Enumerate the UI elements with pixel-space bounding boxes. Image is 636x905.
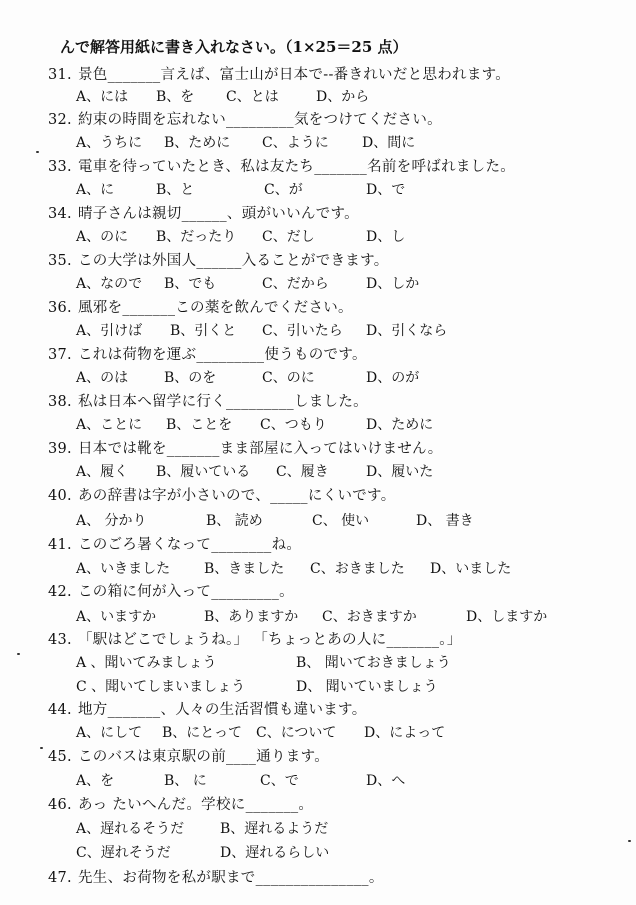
question-text: 地方_______、人々の生活習慣も違います。 bbox=[78, 702, 367, 718]
option-c: C 、聞いてしまいましょう bbox=[76, 679, 246, 695]
question-47 bbox=[48, 866, 384, 887]
question-number: 34. bbox=[48, 206, 72, 222]
question-37 bbox=[48, 343, 367, 364]
question-number: 42. bbox=[48, 584, 72, 600]
question-45 bbox=[48, 745, 329, 766]
option-b: B、ために bbox=[164, 135, 231, 151]
option-c: C、について bbox=[256, 725, 337, 741]
question-36 bbox=[48, 296, 353, 317]
question-number: 37. bbox=[48, 347, 72, 363]
option-d: D、し bbox=[366, 229, 406, 245]
scan-speck bbox=[36, 151, 39, 153]
question-34 bbox=[48, 202, 359, 223]
option-a: A 、聞いてみましょう bbox=[76, 655, 217, 671]
option-a: A、引けば bbox=[76, 323, 143, 339]
option-c: C、だから bbox=[262, 276, 329, 292]
option-c: C、履き bbox=[276, 464, 329, 480]
question-text: 約束の時間を忘れない_________気をつけてください。 bbox=[78, 112, 442, 128]
question-text: これは荷物を運ぶ_________使うものです。 bbox=[78, 347, 367, 363]
option-b: B、履いている bbox=[156, 464, 251, 480]
option-d: D、によって bbox=[364, 725, 446, 741]
option-d: D、いました bbox=[430, 561, 512, 577]
option-c: C、のに bbox=[262, 370, 315, 386]
option-b: B、引くと bbox=[170, 323, 237, 339]
question-35 bbox=[48, 249, 389, 270]
option-c: C、ように bbox=[262, 135, 329, 151]
option-d: D、しますか bbox=[466, 609, 548, 625]
question-text: 景色_______言えば、富士山が日本で--番きれいだと思われます。 bbox=[78, 67, 511, 83]
option-a: A、うちに bbox=[76, 135, 143, 151]
question-text: 先生、お荷物を私が駅まで_______________。 bbox=[78, 870, 384, 886]
option-d: D、から bbox=[316, 89, 370, 105]
option-d: D、ために bbox=[366, 417, 434, 433]
question-text: このバスは東京駅の前____通ります。 bbox=[78, 749, 330, 765]
option-d: D、引くなら bbox=[366, 323, 448, 339]
question-text: 風邪を_______この薬を飲んでください。 bbox=[78, 300, 353, 316]
option-a: A、にして bbox=[76, 725, 143, 741]
option-b: B、遅れるようだ bbox=[220, 821, 329, 837]
option-d: D、のが bbox=[366, 370, 420, 386]
question-40 bbox=[48, 484, 396, 505]
question-39 bbox=[48, 437, 443, 458]
option-c: C、遅れそうだ bbox=[76, 845, 171, 861]
question-number: 33. bbox=[48, 159, 72, 175]
question-text: 日本では靴を_______まま部屋に入ってはいけません。 bbox=[78, 441, 443, 457]
option-a: A、 分かり bbox=[76, 513, 147, 529]
option-d: D、で bbox=[366, 182, 406, 198]
question-number: 46. bbox=[48, 797, 72, 813]
option-b: B、を bbox=[156, 89, 195, 105]
question-text: 「駅はどこでしょうね。」 「ちょっとあの人に_______。」 bbox=[78, 632, 462, 648]
question-43 bbox=[48, 628, 462, 649]
option-b: B、きました bbox=[204, 561, 285, 577]
option-a: A、のに bbox=[76, 229, 129, 245]
option-b: B、 聞いておきましょう bbox=[296, 655, 451, 671]
option-b: B、でも bbox=[164, 276, 217, 292]
scan-speck bbox=[628, 840, 631, 842]
option-b: B、 に bbox=[164, 773, 207, 789]
option-d: D、間に bbox=[362, 135, 416, 151]
question-number: 45. bbox=[48, 749, 72, 765]
question-text: このごろ暑くなって________ね。 bbox=[78, 537, 302, 553]
scan-speck bbox=[40, 747, 43, 749]
question-number: 32. bbox=[48, 112, 72, 128]
option-d: D、履いた bbox=[366, 464, 434, 480]
option-d: D、しか bbox=[366, 276, 420, 292]
option-a: A、を bbox=[76, 773, 115, 789]
option-b: B、ことを bbox=[166, 417, 233, 433]
question-31 bbox=[48, 63, 510, 84]
option-b: B、 読め bbox=[206, 513, 263, 529]
question-text: あの辞書は字が小さいので、_____にくいです。 bbox=[78, 488, 396, 504]
question-number: 36. bbox=[48, 300, 72, 316]
section-instructions: んで解答用紙に書き入れなさい。（1×25＝25 点） bbox=[60, 38, 408, 56]
question-number: 38. bbox=[48, 394, 72, 410]
option-a: A、ことに bbox=[76, 417, 143, 433]
question-number: 47. bbox=[48, 870, 72, 886]
question-42 bbox=[48, 580, 294, 601]
question-number: 41. bbox=[48, 537, 72, 553]
question-text: この箱に何が入って_________。 bbox=[78, 584, 294, 600]
question-text: この大学は外国人______入ることができます。 bbox=[78, 253, 389, 269]
option-c: C、が bbox=[264, 182, 303, 198]
question-number: 39. bbox=[48, 441, 72, 457]
question-38 bbox=[48, 390, 368, 411]
option-a: A、には bbox=[76, 89, 129, 105]
question-32 bbox=[48, 108, 442, 129]
option-a: A、いきました bbox=[76, 561, 171, 577]
question-text: あっ たいへんだ。学校に_______。 bbox=[78, 797, 314, 813]
option-a: A、なので bbox=[76, 276, 143, 292]
option-c: C、おきました bbox=[310, 561, 405, 577]
option-d: D、 書き bbox=[416, 513, 474, 529]
question-text: 晴子さんは親切______、頭がいいんです。 bbox=[78, 206, 359, 222]
option-c: C、おきますか bbox=[322, 609, 417, 625]
question-33 bbox=[48, 155, 515, 176]
question-44 bbox=[48, 698, 367, 719]
question-number: 44. bbox=[48, 702, 72, 718]
option-b: B、にとって bbox=[162, 725, 243, 741]
question-46 bbox=[48, 793, 313, 814]
option-d: D、 聞いていましょう bbox=[296, 679, 438, 695]
option-c: C、引いたら bbox=[262, 323, 343, 339]
option-b: B、のを bbox=[164, 370, 217, 386]
question-number: 43. bbox=[48, 632, 72, 648]
option-c: C、だし bbox=[262, 229, 315, 245]
question-number: 35. bbox=[48, 253, 72, 269]
option-b: B、ありますか bbox=[204, 609, 299, 625]
option-c: C、で bbox=[260, 773, 299, 789]
option-b: B、と bbox=[156, 182, 195, 198]
option-c: C、 使い bbox=[312, 513, 370, 529]
option-d: D、へ bbox=[366, 773, 406, 789]
option-c: C、つもり bbox=[260, 417, 327, 433]
option-d: D、遅れるらしい bbox=[220, 845, 330, 861]
option-a: A、いますか bbox=[76, 609, 157, 625]
option-b: B、だったり bbox=[156, 229, 237, 245]
question-number: 31. bbox=[48, 67, 72, 83]
question-41 bbox=[48, 533, 301, 554]
question-text: 電車を待っていたとき、私は友たち_______名前を呼ばれました。 bbox=[78, 159, 516, 175]
question-text: 私は日本へ留学に行く_________しました。 bbox=[78, 394, 368, 410]
option-c: C、とは bbox=[226, 89, 279, 105]
option-a: A、に bbox=[76, 182, 115, 198]
scan-speck bbox=[17, 653, 20, 655]
option-a: A、のは bbox=[76, 370, 129, 386]
option-a: A、遅れるそうだ bbox=[76, 821, 185, 837]
option-a: A、履く bbox=[76, 464, 129, 480]
question-number: 40. bbox=[48, 488, 72, 504]
